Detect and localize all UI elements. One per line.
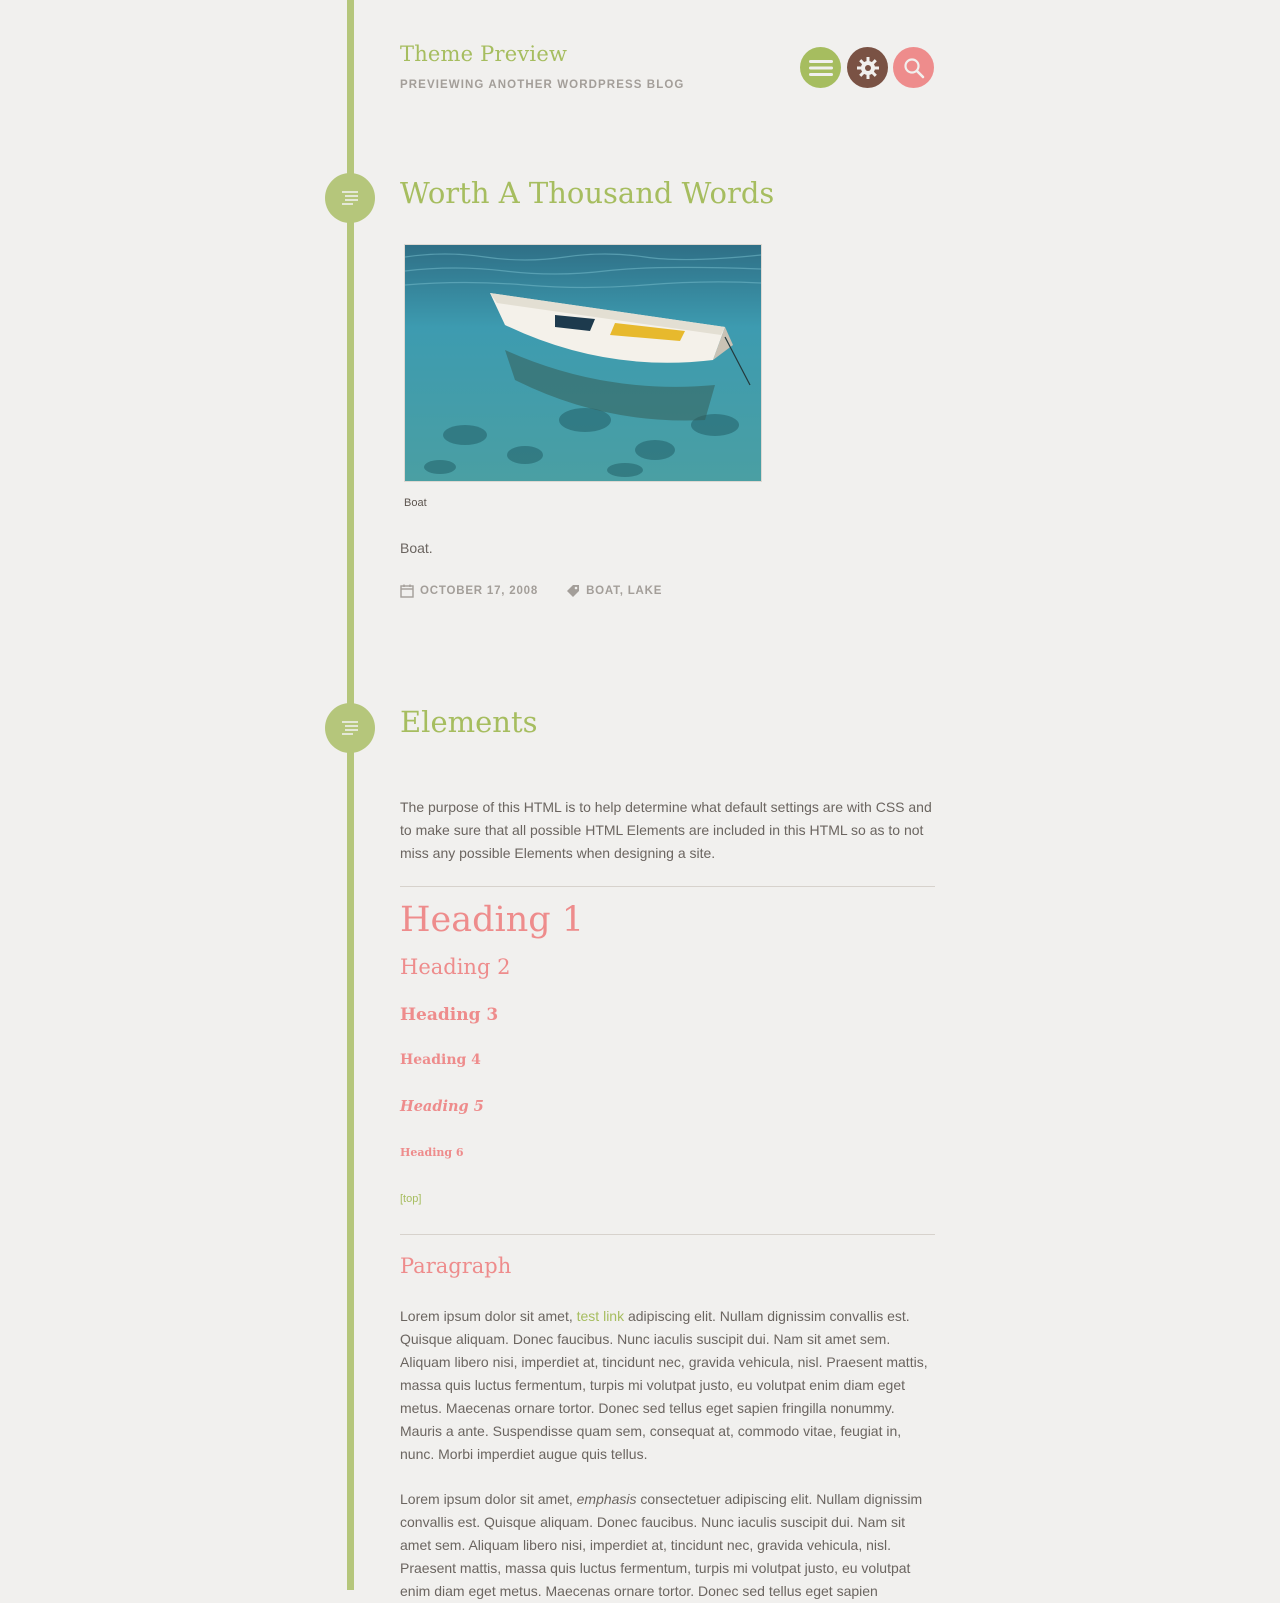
divider (400, 886, 935, 887)
heading-1: Heading 1 (400, 900, 585, 940)
test-link[interactable]: test link (576, 1308, 625, 1324)
paragraph-2: Lorem ipsum dolor sit amet, emphasis consectetuer adipiscing elit. Nullam dignissim convallis est. Quisque aliquam. Donec faucibus. Nunc iaculis suscipit dui. Nam sit amet sem. Aliquam libero nisi, imperdiet at, tincidunt nec, gravida vehicula, nisl. Praesent mattis, massa quis luctus fermentum, turpis mi volutpat justo, eu volutpat enim diam eget metus. Maecenas ornare tortor. Donec sed tellus eget sapien (400, 1491, 923, 1599)
standard-post-icon (341, 720, 359, 736)
post-format-icon (325, 703, 375, 753)
heading-2: Heading 2 (400, 955, 511, 979)
heading-3: Heading 3 (400, 1005, 499, 1025)
menu-button[interactable] (800, 47, 841, 88)
boat-photo (405, 245, 761, 481)
heading-4: Heading 4 (400, 1052, 481, 1068)
site-description: PREVIEWING ANOTHER WORDPRESS BLOG (400, 79, 685, 91)
post-excerpt: Boat. (400, 540, 433, 556)
calendar-icon (400, 584, 414, 598)
divider (400, 1234, 935, 1235)
post-title[interactable]: Elements (400, 705, 538, 739)
heading-5: Heading 5 (400, 1098, 484, 1115)
boat-image[interactable] (404, 244, 762, 482)
emphasis-text: emphasis (576, 1491, 637, 1507)
paragraph-1: Lorem ipsum dolor sit amet, test link adipiscing elit. Nullam dignissim convallis est. Quisque aliquam. Donec faucibus. Nunc iaculis suscipit dui. Nam sit amet sem. Aliquam libero nisi, imperdiet at, tincidunt nec, gravida vehicula, nisl. Praesent mattis, massa quis luctus fermentum, turpis mi volutpat justo, eu volutpat enim diam eget metus. Maecenas ornare tortor. Donec sed tellus eget sapien fringilla nonummy. Mauris a ante. Suspendisse quam sem, consequat at, commodo vitae, feugiat in, nunc. Morbi imperdiet augue quis tellus. (400, 1308, 928, 1462)
search-icon (903, 57, 925, 79)
standard-post-icon (341, 190, 359, 206)
post-meta (400, 584, 662, 598)
image-caption: Boat (404, 497, 427, 509)
site-title[interactable]: Theme Preview (400, 42, 568, 66)
settings-button[interactable] (847, 47, 888, 88)
menu-icon (809, 58, 833, 78)
intro-paragraph: The purpose of this HTML is to help determine what default settings are with CSS and to make sure that all possible HTML Elements are included in this HTML so as to not miss any possible Elements when designing a site. (400, 799, 932, 861)
post-date[interactable]: OCTOBER 17, 2008 (420, 585, 539, 597)
search-button[interactable] (893, 47, 934, 88)
post-tags[interactable]: BOAT, LAKE (586, 585, 663, 597)
post-title[interactable]: Worth A Thousand Words (400, 176, 775, 210)
gear-icon (856, 56, 880, 80)
post-format-icon (325, 173, 375, 223)
heading-6: Heading 6 (400, 1146, 464, 1159)
tag-icon (566, 584, 580, 598)
top-link[interactable]: [top] (400, 1193, 422, 1205)
timeline-line (347, 0, 354, 1590)
section-title: Paragraph (400, 1254, 512, 1278)
